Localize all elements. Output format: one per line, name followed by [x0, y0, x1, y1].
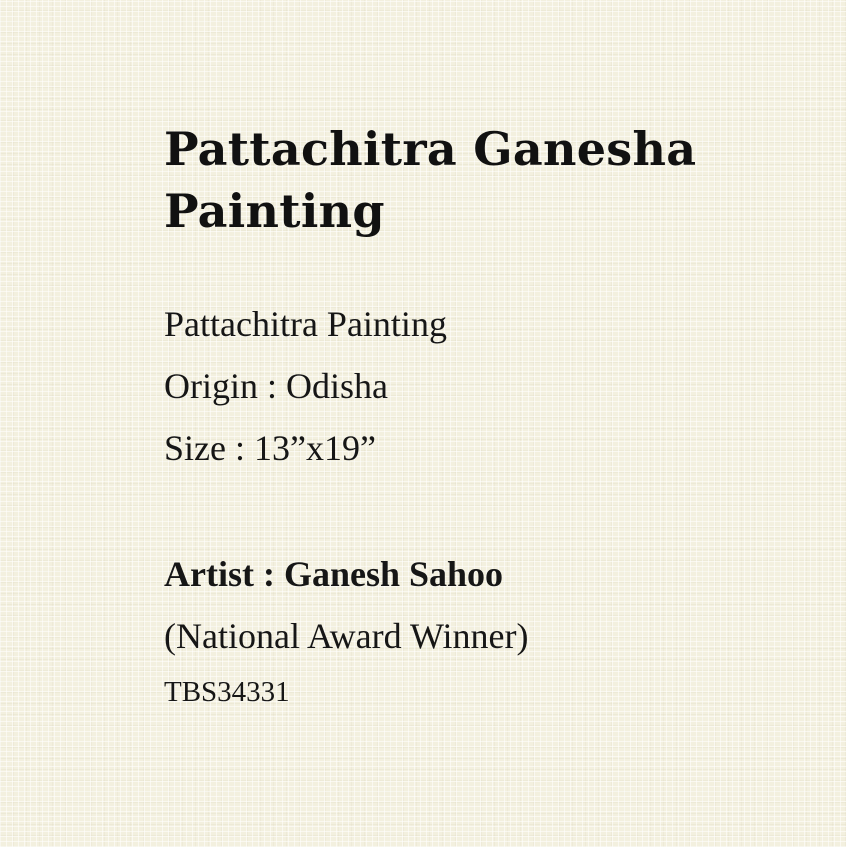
size-line: Size : 13”x19” [164, 428, 376, 468]
product-code: TBS34331 [164, 676, 290, 708]
award-line: (National Award Winner) [164, 616, 529, 656]
product-title: Pattachitra Ganesha Painting [164, 122, 697, 238]
product-info-card [164, 0, 804, 847]
painting-type: Pattachitra Painting [164, 304, 447, 344]
origin-line: Origin : Odisha [164, 366, 388, 406]
artist-line: Artist : Ganesh Sahoo [164, 554, 504, 594]
